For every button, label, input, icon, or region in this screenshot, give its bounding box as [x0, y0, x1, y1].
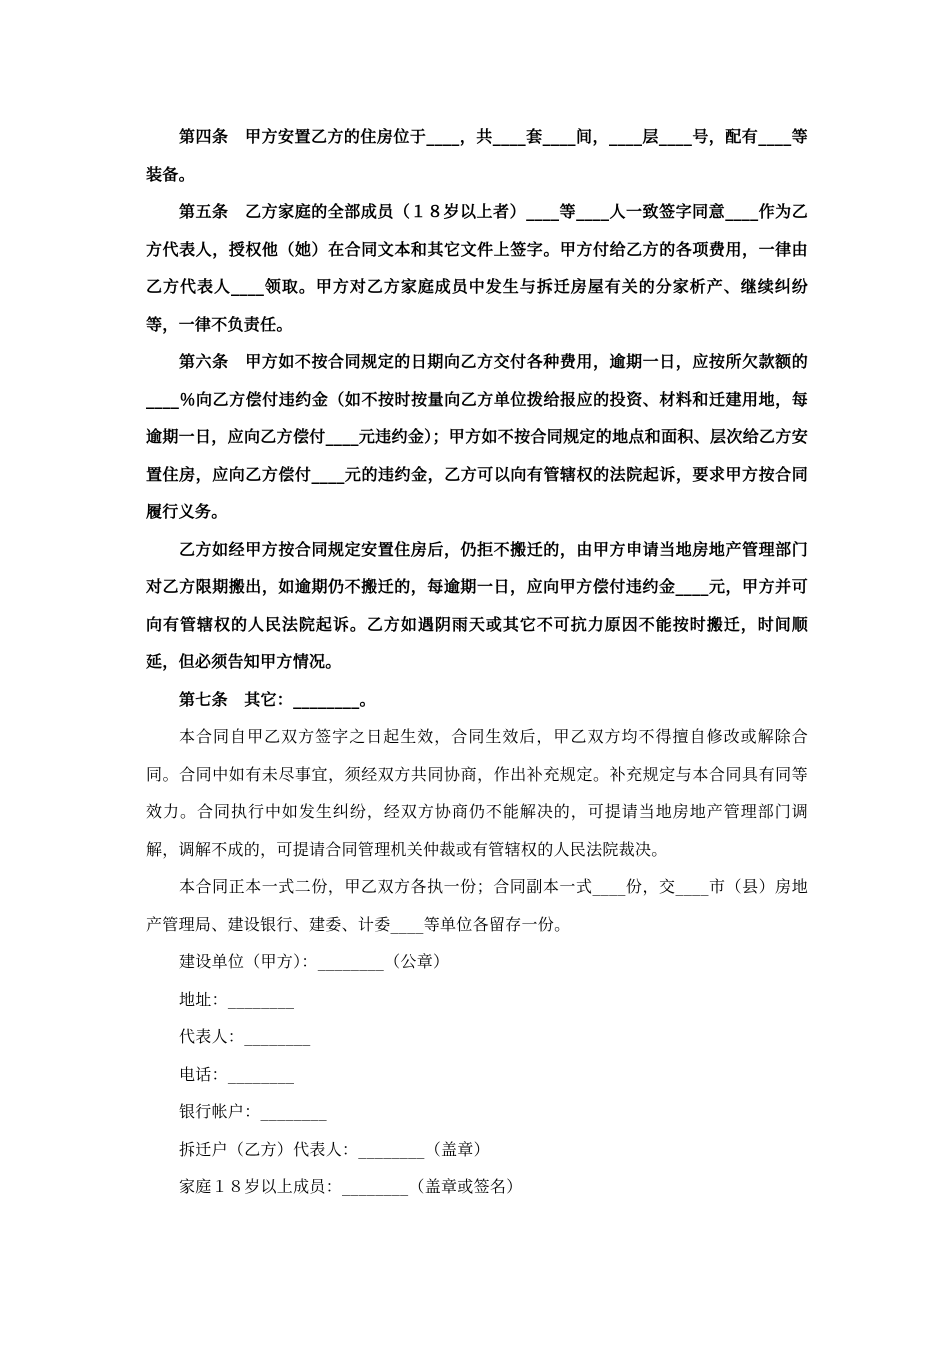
- effective-clause: 本合同自甲乙双方签字之日起生效，合同生效后，甲乙双方均不得擅自修改或解除合同。合同中如有未尽事宜，须经双方共同协商，作出补充规定。补充规定与本合同具有同等效力。合同执行中如发生纠纷，经双方协商仍不能解决的，可提请当地房地产管理部门调解，调解不成的，可提请合同管理机关仲裁或有管辖权的人民法院裁决。: [146, 727, 808, 859]
- party-b-signature: 拆迁户（乙方）代表人：________（盖章）: [179, 1139, 490, 1159]
- address-line: 地址：________: [179, 989, 295, 1009]
- article-6: 第六条 甲方如不按合同规定的日期向乙方交付各种费用，逾期一日，应按所欠款额的____％向乙方偿付违约金（如不按时按量向乙方单位拨给报应的投资、材料和迁建用地，每逾期一日，应向乙方偿付____元违约金）；甲方如不按合同规定的地点和面积、层次给乙方安置住房，应向乙方偿付____元的违约金，乙方可以向有管辖权的法院起诉，要求甲方按合同履行义务。: [146, 352, 808, 521]
- bank-account-line: 银行帐户：________: [179, 1102, 327, 1121]
- copies-clause: 本合同正本一式二份，甲乙双方各执一份；合同副本一式____份，交____市（县）房地产管理局、建设银行、建委、计委____等单位各留存一份。: [146, 877, 808, 934]
- family-members-signature: 家庭１８岁以上成员：________（盖章或签名）: [179, 1177, 523, 1196]
- article-6-paragraph-2: 乙方如经甲方按合同规定安置住房后，仍拒不搬迁的，由甲方申请当地房地产管理部门对乙方限期搬出，如逾期仍不搬迁的，每逾期一日，应向甲方偿付违约金____元，甲方并可向有管辖权的人民法院起诉。乙方如遇阴雨天或其它不可抗力原因不能按时搬迁，时间顺延，但必须告知甲方情况。: [146, 539, 808, 671]
- contract-body: [146, 118, 808, 1206]
- representative-line: 代表人：________: [179, 1027, 311, 1046]
- article-4: 第四条 甲方安置乙方的住房位于____，共____套____间，____层____号，配有____等装备。: [146, 127, 808, 184]
- article-5: 第五条 乙方家庭的全部成员（１８岁以上者）____等____人一致签字同意____作为乙方代表人，授权他（她）在合同文本和其它文件上签字。甲方付给乙方的各项费用，一律由乙方代表人____领取。甲方对乙方家庭成员中发生与拆迁房屋有关的分家析产、继续纠纷等，一律不负责任。: [146, 202, 808, 334]
- phone-line: 电话：________: [179, 1064, 295, 1084]
- article-7: 第七条 其它：________。: [179, 689, 376, 709]
- party-a-signature: 建设单位（甲方）：________（公章）: [179, 952, 450, 971]
